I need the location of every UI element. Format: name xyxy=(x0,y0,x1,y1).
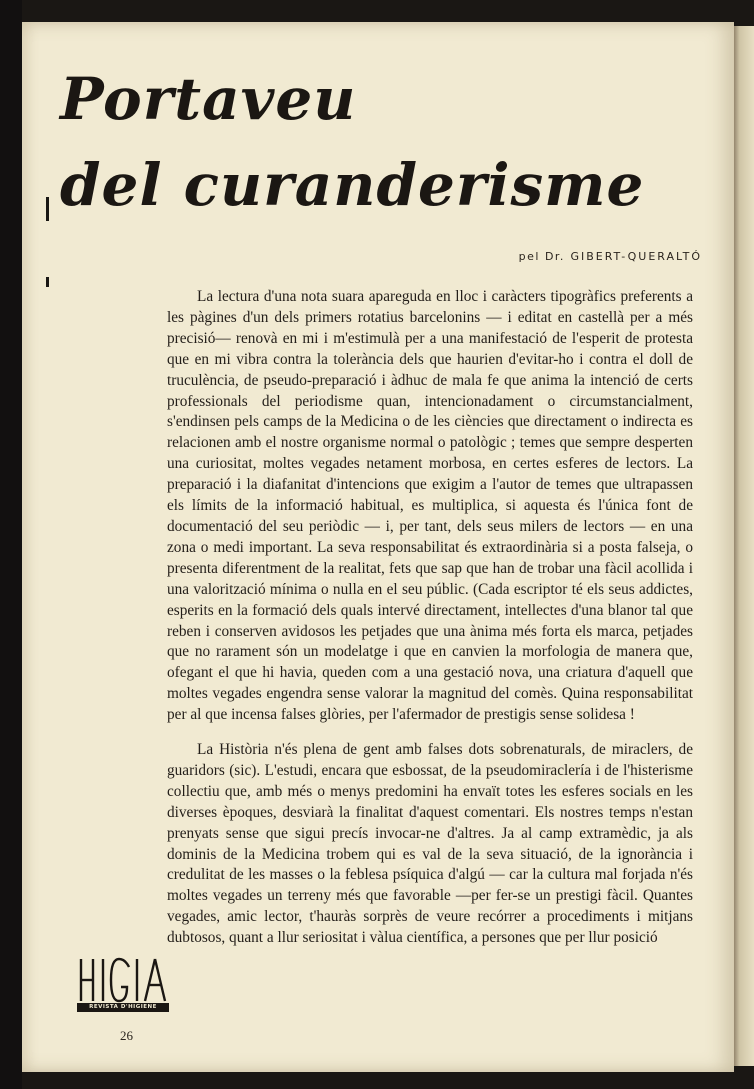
byline-prefix: pel Dr. xyxy=(518,250,565,263)
magazine-page xyxy=(22,22,734,1072)
article-body xyxy=(167,287,693,949)
byline-author: GIBERT-QUERALTÓ xyxy=(570,250,702,263)
margin-mark xyxy=(46,277,49,287)
paragraph-2: La Història n'és plena de gent amb falses dots sobrenaturals, de miraclers, de guaridors (sic). L'estudi, encara que esbossat, de la pseudomiraclería i de l'histerisme collectiu que, amb més o menys predomini ha envaït totes les esferes socials en les diverses èpoques, desviarà la finalitat d'aquest comentari. Els nostres temps n'estan prenyats sense que sigui precís invocar-ne d'altres. Ja al camp extramèdic, ja als dominis de la Medicina trobem qui es val de la seva situació, de la ignorància i credulitat de les masses o la feblesa psíquica d'algú — car la cultura mal forjada n'és moltes vegades un terreny més que favorable —per fer-se un prestigi fàcil. Quantes vegades, amic lector, t'hauràs sorprès de veure recórrer a procediments i mitjans dubtosos, quant a llur seriositat i vàlua científica, a persones que per llur posició xyxy=(167,741,693,947)
higia-logo-mark xyxy=(77,957,169,1003)
byline xyxy=(462,250,702,263)
title-line-1: Portaveu xyxy=(60,65,357,133)
higia-logo xyxy=(77,957,169,1012)
logo-subtitle: REVISTA D'HIGIENE xyxy=(77,1003,169,1012)
article-title xyxy=(60,56,700,228)
paragraph-1: La lectura d'una nota suara apareguda en lloc i caràcters tipogràfics preferents a les pàgines d'un dels primers rotatius barcelonins — i editat en castellà per a més precisió— renovà en mi i m'estimulà per a una manifestació de l'esperit de protesta que en mi vibra contra la tolerància dels que haurien d'evitar-ho i contra el doll de truculència, de pseudo-preparació i àdhuc de mala fe que anima la intenció de certs professionals del periodisme quan, intencionadament o circumstancialment, s'endinsen pels camps de la Medicina o de les ciències que directament o indirecta es relacionen amb el nostre organisme normal o patològic ; temes que sempre desperten una curiositat, moltes vegades netament morbosa, en certes esferes de lectors. La preparació i la diafanitat d'intencions que exigim a l'autor de temes que ultrapassen els límits de la informació habitual, es multiplica, si aquesta és l'única font de documentació del seu periòdic — i, per tant, dels seus milers de lectors — en una zona o medi important. La seva responsabilitat és extraordinària si a posta falseja, o presenta diferentment de la realitat, fets que sap que han de trobar una fàcil acollida i una valorització mínima o nulla en el seu públic. (Cada escriptor té els seus addictes, esperits en la formació dels quals intervé directament, intellectes d'una blanor tal que reben i conserven avidosos les petjades que una ànima més forta els marca, petjades que no rarament són un modelatge i que en canvien la morfologia de manera que, ofegant el que hi havia, queden com a una gestació nova, una criatura d'aquell que moltes vegades engendra sense valorar la magnitud del comès. Quina responsabilitat per al que incensa falses glòries, per l'afermador de prestigis sense solidesa ! xyxy=(167,288,693,724)
scan-background-left xyxy=(0,0,22,1089)
margin-mark xyxy=(46,197,49,221)
title-line-2: del curanderisme xyxy=(60,151,645,219)
page-number: 26 xyxy=(120,1028,133,1043)
